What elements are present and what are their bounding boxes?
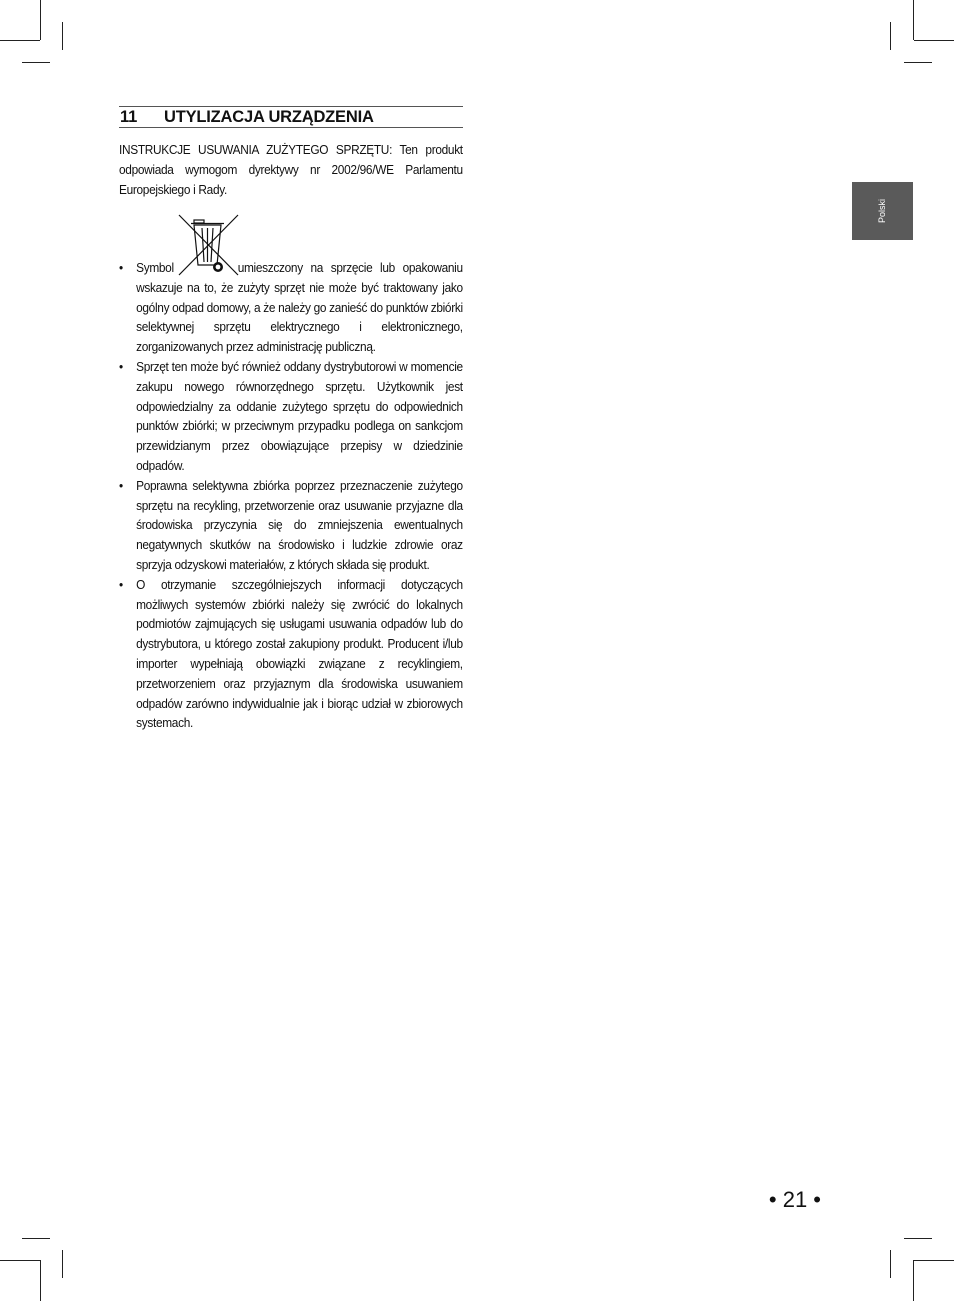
crop-mark [40, 1260, 41, 1301]
crop-mark [904, 1238, 932, 1239]
crop-mark [62, 22, 63, 50]
disposal-instructions-list [119, 258, 463, 733]
crop-mark [62, 1250, 63, 1278]
section-title: UTYLIZACJA URZĄDZENIA [164, 107, 374, 126]
crop-mark [22, 62, 50, 63]
bullet-text: umieszczony na sprzęcie lub opakowaniu wskazuje na to, że zużyty sprzęt nie może być traktowany jako ogólny odpad domowy, a że należy go zanieść do punktów zbiórki selektywnej sprzętu elektrycznego i elektronicznego, zorganizowanych przez administrację publiczną. [136, 260, 463, 355]
intro-paragraph: INSTRUKCJE USUWANIA ZUŻYTEGO SPRZĘTU: Ten produkt odpowiada wymogom dyrektywy nr 2002/96/WE Parlamentu Europejskiego i Rady. [119, 142, 463, 197]
bullet-text: Sprzęt ten może być również oddany dystrybutorowi w momencie zakupu nowego równorzędnego sprzętu. Użytkownik jest odpowiedzialny za oddanie zużytego sprzętu do odpowiednich punktów zbiórki; w przeciwnym przypadku podlega on sankcjom przewidzianym przez obowiązujące przepisy w dziedzinie odpadów. [136, 358, 463, 473]
language-label: Polski [877, 198, 888, 224]
crop-mark [22, 1238, 50, 1239]
list-item [119, 258, 463, 357]
page-number: • 21 • [768, 1187, 821, 1212]
crop-mark [890, 1250, 891, 1278]
crop-mark [904, 62, 932, 63]
crop-mark [914, 1260, 954, 1261]
section-number: 11 [120, 107, 138, 126]
language-tab [852, 182, 913, 240]
bullet-text: O otrzymanie szczególniejszych informacji dotyczących możliwych systemów zbiórki należy się zwrócić do lokalnych podmiotów zajmujących się usługami usuwania odpadów lub do dystrybutora, u którego został zakupiony produkt. Producent i/lub importer wypełniają obowiązki związane z recyklingiem, przetworzeniem oraz przyjaznym dla środowiska usuwaniem odpadów zarówno indywidualnie jak i biorąc udział w zbiorowych systemach. [136, 576, 463, 731]
bullet-marker: • [119, 260, 123, 275]
crop-mark [890, 22, 891, 50]
bullet-text: Poprawna selektywna zbiórka poprzez przeznaczenie zużytego sprzętu na recykling, przetworzenie oraz usuwanie przyjazne dla środowiska przyczynia się do zmniejszenia ewentualnych negatywnych skutków na środowisko i ludzkie zdrowie oraz sprzyja odzyskowi materiałów, z których składa się produkt. [136, 477, 463, 572]
list-item [119, 575, 463, 733]
symbol-lead-text: Symbol [136, 260, 174, 275]
bullet-marker: • [119, 576, 123, 592]
crop-mark [913, 1260, 914, 1301]
bullet-marker: • [119, 477, 123, 493]
crop-mark [0, 1260, 40, 1261]
list-item [119, 476, 463, 575]
crop-mark [0, 40, 40, 41]
section-heading [119, 106, 463, 128]
list-item [119, 357, 463, 476]
crop-mark [913, 0, 914, 40]
bullet-marker: • [119, 358, 123, 374]
crop-mark [914, 40, 954, 41]
crop-mark [40, 0, 41, 40]
